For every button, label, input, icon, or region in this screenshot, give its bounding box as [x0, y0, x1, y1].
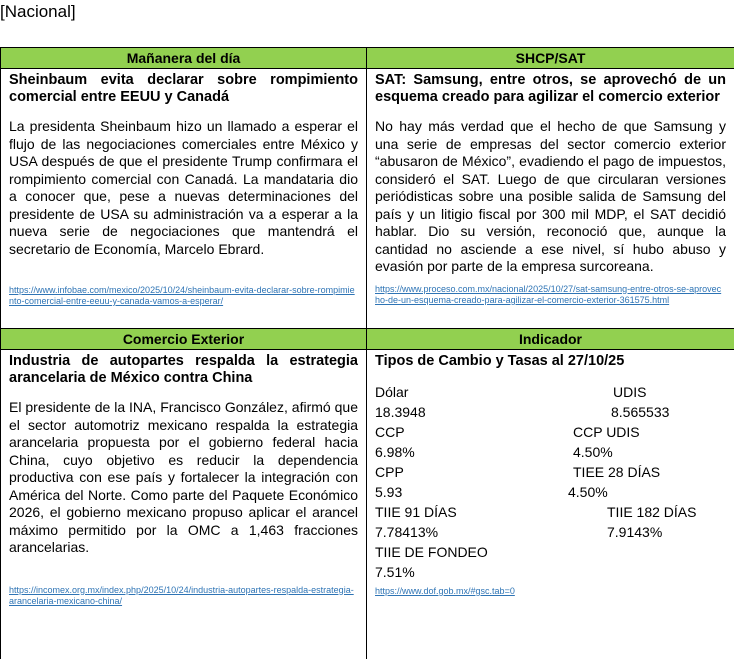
indicator-value: 18.3948 [375, 404, 426, 420]
indicator-label: TIIE DE FONDEO [375, 544, 488, 560]
indicator-value: 6.98% [375, 444, 415, 460]
indicator-row [375, 562, 726, 582]
indicator-link[interactable]: https://www.dof.gob.mx/#gsc.tab=0 [375, 586, 515, 596]
indicator-label: CCP UDIS [573, 424, 640, 440]
header-indicador: Indicador [367, 329, 734, 350]
indicator-value: 7.9143% [607, 524, 663, 540]
article-title: Sheinbaum evita declarar sobre rompimiento comercial entre EEUU y Canadá [9, 72, 358, 105]
indicator-label: CPP [375, 464, 404, 480]
indicator-row [375, 402, 726, 422]
indicator-label: CCP [375, 424, 405, 440]
article-body: El presidente de la INA, Francisco González, afirmó que el sector automotriz mexicano respalda la estrategia arancelaria propuesta por el gobierno federal hacia China, cuyo objetivo es reducir la dependencia productiva con ese país y fortalecer la integración con América del Norte. Como parte del Paquete Económico 2026, el gobierno mexicano propuso aplicar el arancel máximo permitido por la OMC a 1,463 fracciones arancelarias. [9, 399, 358, 555]
indicator-row [375, 502, 726, 522]
cell-shcp-sat [367, 69, 734, 329]
article-title: Industria de autopartes respalda la estrategia arancelaria de México contra China [9, 353, 358, 386]
indicator-label: Dólar [375, 384, 409, 400]
indicator-row [375, 422, 726, 442]
article-link[interactable]: https://www.infobae.com/mexico/2025/10/24/sheinbaum-evita-declarar-sobre-rompimiento-comercial-entre-eeuu-y-canada-vamos-a-esperar/ [9, 285, 355, 306]
article-link[interactable]: https://incomex.org.mx/index.php/2025/10/24/industria-autopartes-respalda-estrategia-arancelaria-mexicano-china/ [9, 584, 354, 606]
indicator-value: 7.78413% [375, 524, 439, 540]
indicator-row [375, 542, 726, 562]
indicator-row [375, 462, 726, 482]
header-mananera: Mañanera del día [1, 48, 367, 69]
indicator-label: TIEE 28 DÍAS [573, 464, 661, 480]
indicator-value: 4.50% [568, 484, 608, 500]
news-grid [0, 47, 734, 659]
article-body: La presidenta Sheinbaum hizo un llamado a esperar el flujo de las negociaciones comerciales entre México y USA después de que el presidente Trump confirmara el rompimiento comercial con Canadá. La mandataria dio a conocer que, pese a nuevas determinaciones del presidente de USA su administración va a esperar a la nueva serie de negociaciones que mantendrá el secretario de Economía, Marcelo Ebrard. [9, 118, 358, 257]
indicator-value: 4.50% [573, 444, 613, 460]
section-label: [Nacional] [0, 2, 76, 21]
indicator-value: 5.93 [375, 484, 403, 500]
indicator-label: TIIE 182 DÍAS [607, 504, 697, 520]
article-body: No hay más verdad que el hecho de que Samsung y una serie de empresas del sector comercio exterior “abusaron de México”, evadiendo el pago de impuestos, consideró el SAT. Luego de que circularan versiones periódisticas sobre una posible salida de Samsung del país y un litigio fiscal por 300 mil MDP, el SAT decidió hablar. Dio su versión, reconoció que, aunque la cantidad no asciende a ese nivel, sí hubo abuso y evasión por parte de la empresa surcoreana. [375, 118, 726, 274]
indicator-label: TIIE 91 DÍAS [375, 504, 457, 520]
cell-mananera [1, 69, 367, 329]
cell-indicador [367, 350, 734, 659]
indicator-row [375, 442, 726, 462]
article-title: SAT: Samsung, entre otros, se aprovechó de un esquema creado para agilizar el comercio exterior [375, 72, 726, 105]
cell-comercio-exterior [1, 350, 367, 659]
indicator-row [375, 382, 726, 402]
indicator-value: 7.51% [375, 564, 415, 580]
header-shcp-sat: SHCP/SAT [367, 48, 734, 69]
indicator-value: 8.565533 [611, 404, 670, 420]
indicator-row [375, 522, 726, 542]
indicator-row [375, 482, 726, 502]
indicator-title: Tipos de Cambio y Tasas al 27/10/25 [375, 353, 625, 369]
header-comercio-exterior: Comercio Exterior [1, 329, 367, 350]
indicator-label: UDIS [613, 384, 647, 400]
article-link[interactable]: https://www.proceso.com.mx/nacional/2025/10/27/sat-samsung-entre-otros-se-aprovecho-de-un-esquema-creado-para-agilizar-el-comercio-exterior-361575.html [375, 283, 722, 305]
